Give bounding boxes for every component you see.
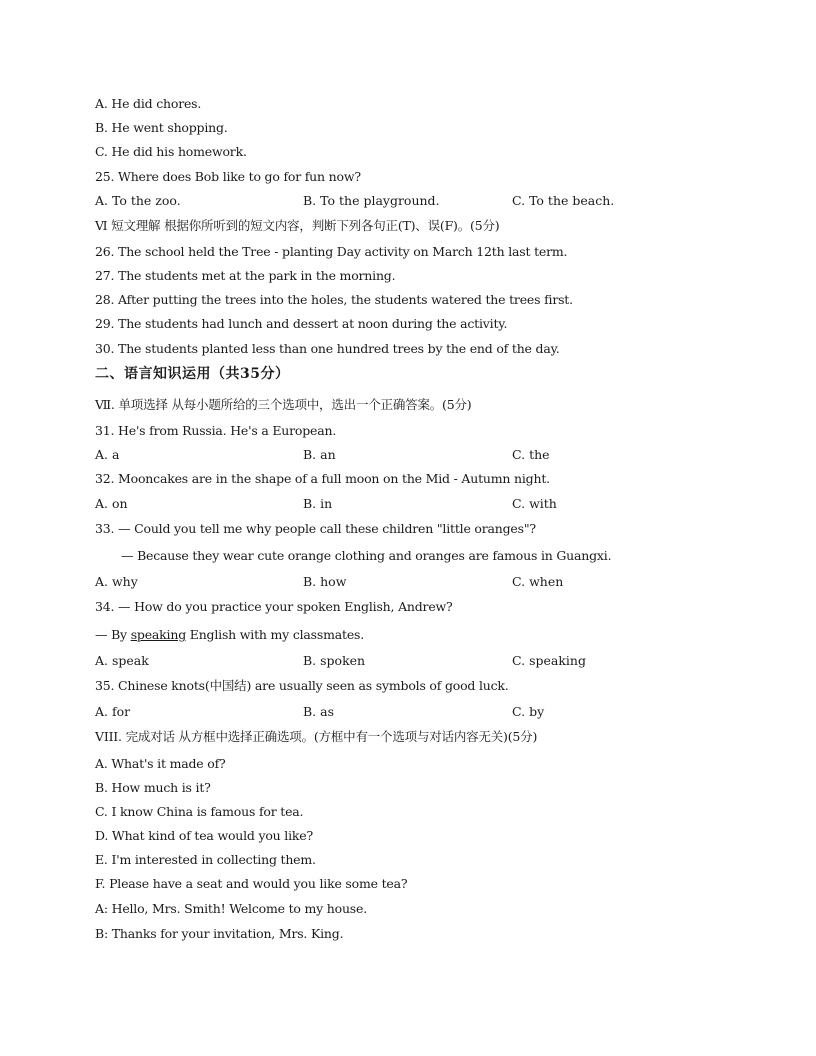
q31-option-a: A. a	[95, 447, 120, 462]
q31-option-c: C. the	[512, 447, 550, 462]
question-33-line-2: — Because they wear cute orange clothing and oranges are famous in Guangxi.	[121, 548, 612, 563]
q34-line-2-prefix: — By	[95, 627, 131, 642]
question-31: 31. He's from Russia. He's a European.	[95, 423, 337, 438]
q35-option-c: C. by	[512, 704, 545, 719]
dialogue-line-b: B: Thanks for your invitation, Mrs. King.	[95, 926, 344, 941]
box-option-c: C. I know China is famous for tea.	[95, 804, 304, 819]
question-26: 26. The school held the Tree - planting Day activity on March 12th last term.	[95, 244, 568, 259]
q34-option-c: C. speaking	[512, 653, 586, 668]
q32-option-b: B. in	[303, 496, 333, 511]
q25-option-a: A. To the zoo.	[95, 193, 181, 208]
question-25: 25. Where does Bob like to go for fun now?	[95, 169, 361, 184]
q24-option-b: B. He went shopping.	[95, 120, 228, 135]
q32-option-a: A. on	[95, 496, 128, 511]
question-34-line-2	[95, 627, 364, 643]
box-option-d: D. What kind of tea would you like?	[95, 828, 313, 843]
q24-option-c: C. He did his homework.	[95, 144, 247, 159]
section-7-heading: Ⅶ. 单项选择 从每小题所给的三个选项中，选出一个正确答案。(5分)	[95, 397, 472, 412]
question-32: 32. Mooncakes are in the shape of a full moon on the Mid - Autumn night.	[95, 471, 550, 486]
q35-option-a: A. for	[95, 704, 131, 719]
q34-option-a: A. speak	[95, 653, 149, 668]
section-6-heading: Ⅵ 短文理解 根据你所听到的短文内容，判断下列各句正(T)、误(F)。(5分)	[95, 218, 500, 233]
q33-option-b: B. how	[303, 574, 347, 589]
question-30: 30. The students planted less than one hundred trees by the end of the day.	[95, 341, 560, 356]
dialogue-line-a: A: Hello, Mrs. Smith! Welcome to my house.	[95, 901, 367, 916]
q33-option-a: A. why	[95, 574, 138, 589]
q33-option-c: C. when	[512, 574, 564, 589]
q34-underlined-word: speaking	[130, 627, 186, 642]
section-8-heading: VIII. 完成对话 从方框中选择正确选项。(方框中有一个选项与对话内容无关)(5分)	[95, 729, 538, 744]
part-2-heading: 二、语言知识运用（共35分）	[95, 366, 290, 382]
q32-option-c: C. with	[512, 496, 557, 511]
question-28: 28. After putting the trees into the holes, the students watered the trees first.	[95, 292, 573, 307]
question-35: 35. Chinese knots(中国结) are usually seen as symbols of good luck.	[95, 678, 509, 693]
question-29: 29. The students had lunch and dessert at noon during the activity.	[95, 316, 508, 331]
q34-option-b: B. spoken	[303, 653, 366, 668]
q24-option-a: A. He did chores.	[95, 96, 202, 111]
q31-option-b: B. an	[303, 447, 336, 462]
q35-option-b: B. as	[303, 704, 334, 719]
box-option-e: E. I'm interested in collecting them.	[95, 852, 316, 867]
q25-option-c: C. To the beach.	[512, 193, 615, 208]
box-option-a: A. What's it made of?	[95, 756, 226, 771]
box-option-b: B. How much is it?	[95, 780, 211, 795]
q34-line-2-suffix: English with my classmates.	[186, 627, 365, 642]
question-27: 27. The students met at the park in the morning.	[95, 268, 396, 283]
box-option-f: F. Please have a seat and would you like some tea?	[95, 876, 408, 891]
question-34-line-1: 34. — How do you practice your spoken English, Andrew?	[95, 599, 453, 614]
question-33-line-1: 33. — Could you tell me why people call these children "little oranges"?	[95, 521, 536, 536]
q25-option-b: B. To the playground.	[303, 193, 440, 208]
